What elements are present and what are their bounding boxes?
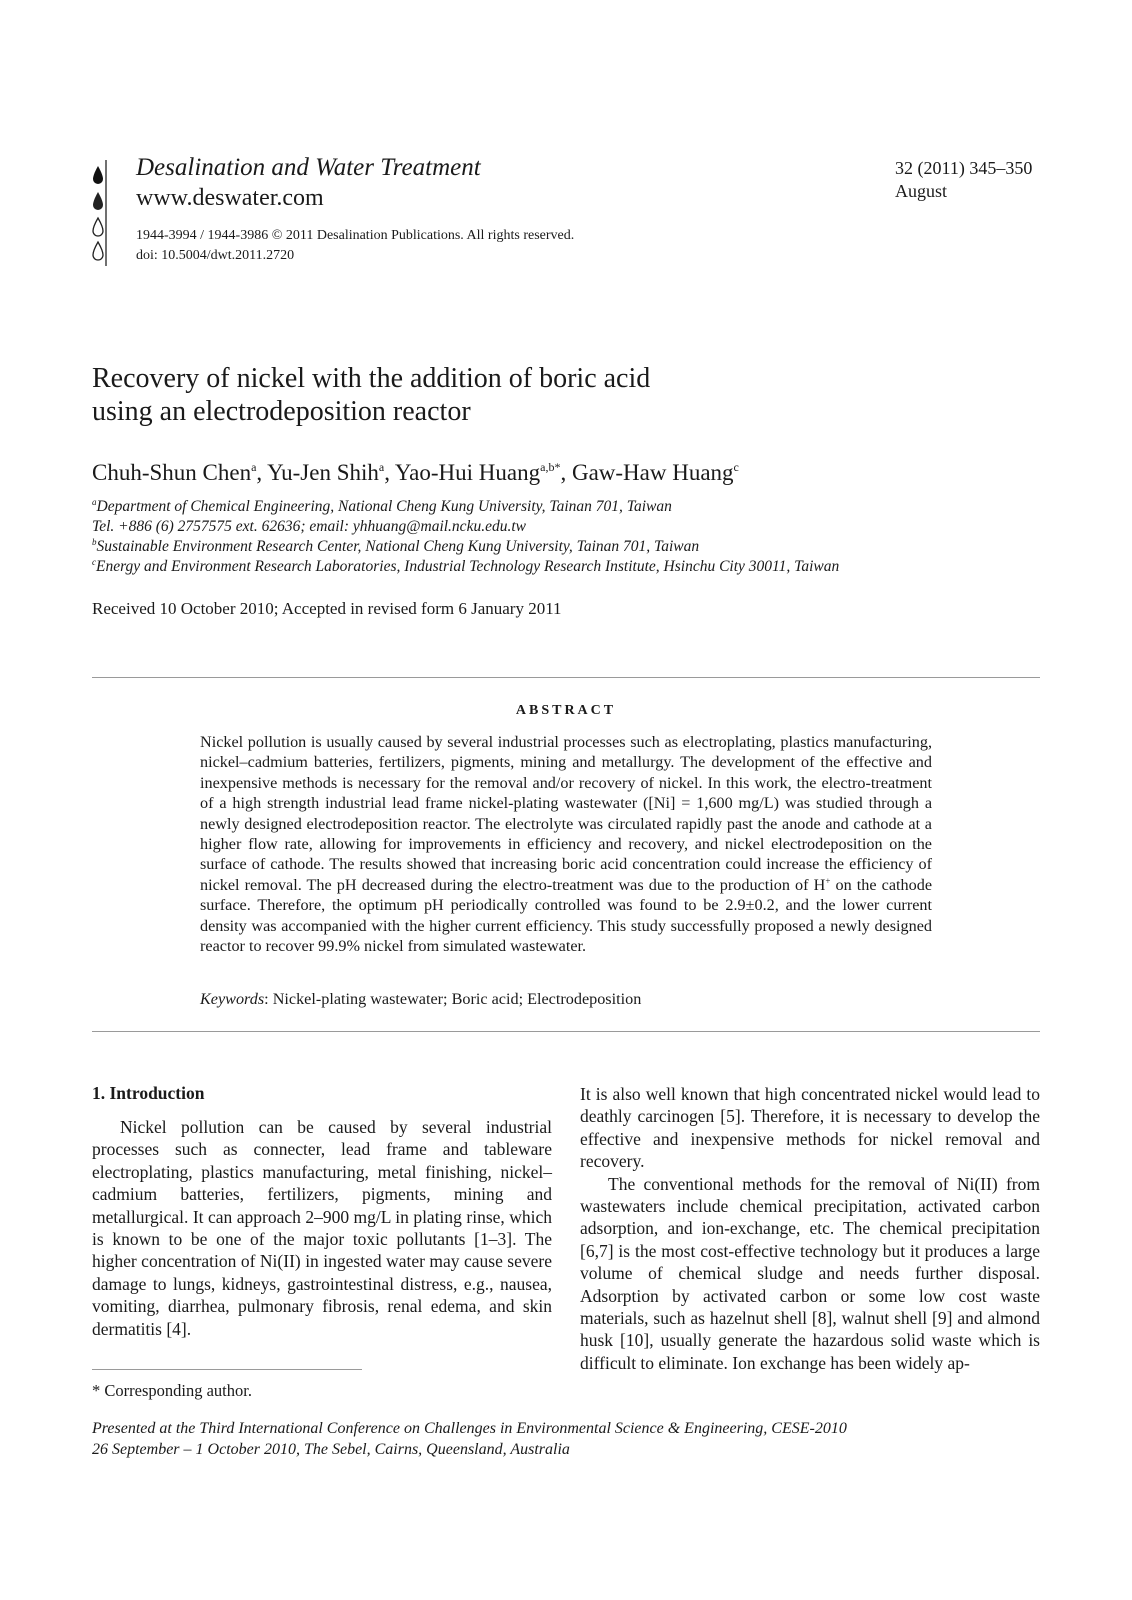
abstract-text-part: Nickel pollution is usually caused by several industrial processes such as electroplating, plastics manufacturing, nickel–cadmium batteries, fertilizers, pigments, mining and metallurgy. The development of the effective and inexpensive methods is necessary for the removal and/or recovery of nickel. In this work, the electro-treatment of a high strength industrial lead frame nickel-plating wastewater ([Ni] = 1,600 mg/L) was studied through a newly designed electrodeposition reactor. The electrolyte was circulated rapidly past the anode and cathode at a higher flow rate, allowing for improvements in efficiency and recovery, and nickel electrodeposition on the surface of cathode. The results showed that increasing boric acid concentration could increase the efficiency of nickel removal. The pH decreased during the electro-treatment was due to the production of H — [200, 733, 932, 894]
title-line-1: Recovery of nickel with the addition of boric acid — [92, 363, 651, 394]
author-name: Gaw-Haw Huang — [571, 460, 734, 485]
abstract-bottom-divider — [92, 1031, 1040, 1032]
intro-paragraph: It is also well known that high concentrated nickel would lead to deathly carcinogen [5]. Therefore, it is necessary to develop the effective and inexpensive methods for nickel removal and recovery. — [580, 1084, 1040, 1172]
author-list: Chuh-Shun Chen$^a$, Yu-Jen Shih$^a$, Yao-Hui Huang$^{a,b*}$, Gaw-Haw Huang$^c$ — [92, 460, 739, 485]
author-name: Yao-Hui Huang — [394, 460, 541, 485]
abstract-text-part: on the cathode surface. Therefore, the optimum pH periodically controlled was found to be 2.9±0.2, and the lower current density was accompanied with the higher current efficiency. This study successfully proposed a newly designed reactor to recover 99.9% nickel from simulated wastewater. — [200, 875, 933, 956]
affiliation-mark: b — [92, 537, 97, 547]
keywords-list: : Nickel-plating wastewater; Boric acid; Electrodeposition — [264, 990, 642, 1008]
abstract-top-divider — [92, 677, 1040, 678]
intro-paragraph: Nickel pollution can be caused by several industrial processes such as connecter, lead frame and tableware electroplating, plastics manufacturing, metal finishing, nickel–cadmium batteries, fertilizers, pigments, mining and metallurgical. It can approach 2–900 mg/L in plating rinse, which is known to be one of the major toxic pollutants [1–3]. The higher concentration of Ni(II) in ingested water may cause severe damage to lungs, kidneys, gastrointestinal distress, e.g., nausea, vomiting, diarrhea, pulmonary fibrosis, renal edema, and skin dermatitis [4]. — [92, 1117, 552, 1339]
author-name: Yu-Jen Shih — [267, 460, 379, 485]
affiliation-a — [92, 498, 672, 516]
affiliation-text: Energy and Environment Research Laboratories, Industrial Technology Research Institute, Hsinchu City 30011, Taiwan — [96, 558, 840, 575]
title-line-2: using an electrodeposition reactor — [92, 396, 471, 427]
right-column — [580, 1083, 1040, 1374]
journal-url[interactable]: www.deswater.com — [136, 185, 324, 211]
author-affiliation-mark: c — [733, 460, 739, 474]
conference-note: Presented at the Third International Conference on Challenges in Environmental Science & Engineering, CESE-2010 — [92, 1420, 847, 1437]
affiliation-c — [92, 558, 839, 576]
affiliation-mark: a — [92, 497, 97, 507]
affiliation-mark: c — [92, 557, 96, 567]
contact-details: Tel. +886 (6) 2757575 ext. 62636; email: yhhuang@mail.ncku.edu.tw — [92, 518, 526, 535]
affiliation-b — [92, 538, 699, 556]
received-dates: Received 10 October 2010; Accepted in revised form 6 January 2011 — [92, 599, 562, 618]
issue-month: August — [895, 181, 948, 201]
abstract-text — [200, 732, 932, 956]
keywords — [200, 990, 641, 1009]
volume-pages: 32 (2011) 345–350 — [895, 158, 1033, 178]
water-drops-logo-icon — [92, 160, 122, 268]
superscript: + — [825, 875, 831, 886]
author-affiliation-mark: a — [251, 460, 257, 474]
issn-copyright: 1944-3994 / 1944-3986 © 2011 Desalination Publications. All rights reserved. — [136, 228, 575, 243]
affiliation-text: Sustainable Environment Research Center, National Cheng Kung University, Tainan 701, Taiwan — [96, 538, 700, 555]
paper-title — [92, 362, 812, 428]
corresponding-author-footnote: * Corresponding author. — [92, 1381, 252, 1400]
abstract-heading: ABSTRACT — [515, 703, 617, 718]
affiliation-text: Department of Chemical Engineering, National Cheng Kung University, Tainan 701, Taiwan — [96, 498, 672, 515]
intro-paragraph: The conventional methods for the removal of Ni(II) from wastewaters include chemical precipitation, activated carbon adsorption, and ion-exchange, etc. The chemical precipitation [6,7] is the most cost-effective technology but it produces a large volume of chemical sludge and needs further disposal. Adsorption by activated carbon or some low cost waste materials, such as hazelnut shell [8], walnut shell [9] and almond husk [10], usually generate the hazardous solid waste which is difficult to eliminate. Ion exchange has been widely ap- — [580, 1173, 1040, 1373]
doi[interactable]: doi: 10.5004/dwt.2011.2720 — [136, 248, 295, 263]
keywords-label: Keywords — [200, 990, 265, 1008]
author-affiliation-mark: a — [378, 460, 385, 474]
left-column — [92, 1116, 552, 1340]
journal-name: Desalination and Water Treatment — [136, 154, 481, 181]
footnote-divider — [92, 1369, 362, 1370]
author-name: Chuh-Shun Chen — [92, 460, 252, 485]
section-heading-introduction: 1. Introduction — [92, 1083, 205, 1103]
author-affiliation-mark: a,b* — [540, 460, 561, 474]
conference-date-venue: 26 September – 1 October 2010, The Sebel, Cairns, Queensland, Australia — [92, 1441, 570, 1458]
